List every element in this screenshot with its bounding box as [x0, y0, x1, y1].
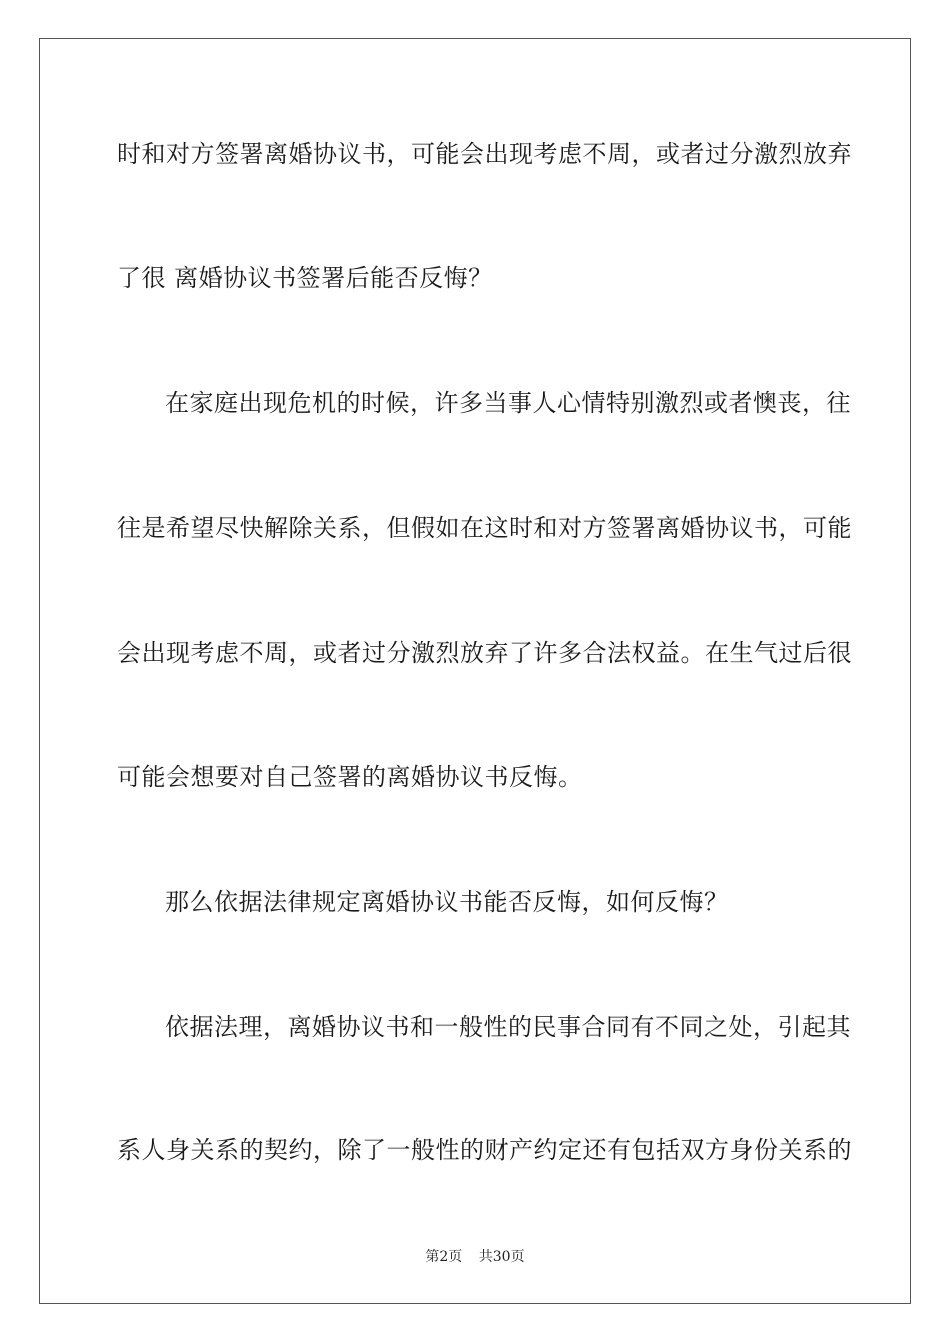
page-number: 第2页	[425, 1249, 463, 1265]
page-border	[39, 38, 911, 1304]
text-line: 系人身关系的契约，除了一般性的财产约定还有包括双方身份关系的	[117, 1136, 852, 1164]
text-line: 在家庭出现危机的时候，许多当事人心情特别激烈或者懊丧，往	[165, 389, 851, 417]
text-line: 往是希望尽快解除关系，但假如在这时和对方签署离婚协议书，可能	[117, 514, 852, 542]
text-line: 那么依据法律规定离婚协议书能否反悔，如何反悔？	[165, 888, 729, 916]
text-line: 了很 离婚协议书签署后能否反悔？	[117, 264, 493, 292]
text-line: 可能会想要对自己签署的离婚协议书反悔。	[117, 763, 583, 791]
text-line: 时和对方签署离婚协议书，可能会出现考虑不周，或者过分激烈放弃	[117, 140, 852, 168]
text-line: 会出现考虑不周，或者过分激烈放弃了许多合法权益。在生气过后很	[117, 639, 852, 667]
page-footer	[0, 1248, 950, 1266]
text-line: 依据法理，离婚协议书和一般性的民事合同有不同之处，引起其	[165, 1013, 851, 1041]
page-total: 共30页	[478, 1249, 525, 1265]
